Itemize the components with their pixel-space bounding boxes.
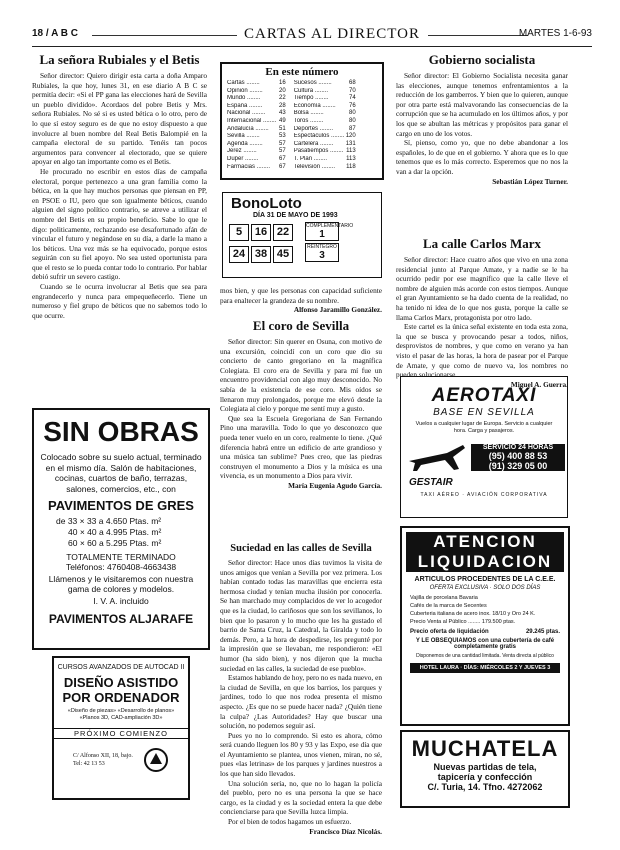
paragraph: Señor director: El Gobierno Socialista necesita ganar las elecciones, aunque tenemos enfrentamientos a la reducción de los gamberros. Y bien que lo quieren, aunque por otra parte está malvavorando las consecuencias de la corrupción que se ha acumulado en los últimos años, y por los que se abultan las métricas y propósitos para ganar el cargo en uno de los votos. — [396, 71, 568, 138]
index-columns — [222, 80, 382, 171]
index-page: 113 — [346, 148, 356, 155]
letter-body — [32, 71, 207, 320]
index-row — [293, 95, 357, 103]
index-page: 51 — [279, 125, 286, 132]
index-row — [226, 156, 287, 164]
reintegro-value: 3 — [319, 250, 325, 261]
index-section: Agenda ........ — [227, 140, 263, 147]
index-row — [293, 118, 357, 126]
header-rule-left — [92, 35, 237, 36]
issue-date: MARTES 1-6-93 — [518, 28, 592, 39]
index-page: 67 — [279, 155, 286, 162]
index-section: Cultura ........ — [293, 87, 329, 94]
letter-coro — [220, 318, 382, 491]
ad-autocad-address: C/ Alfonso XII, 18, bajo. Tel: 42 13 53 — [73, 753, 133, 767]
letter-body — [220, 558, 382, 836]
index-left-table — [226, 80, 287, 171]
index-page: 28 — [279, 102, 286, 109]
signature: Francisco Díaz Nicolás. — [309, 826, 382, 836]
bonoloto-date: DÍA 31 DE MAYO DE 1993 — [253, 212, 338, 219]
price-line: 40 × 40 a 4.995 Ptas. m² — [68, 527, 162, 537]
index-row — [293, 164, 357, 172]
bonoloto-number: 45 — [273, 246, 293, 263]
ad-price-list — [56, 516, 208, 549]
index-page: 87 — [349, 125, 356, 132]
index-section: España ........ — [227, 102, 263, 109]
index-section: Tiempo ........ — [293, 95, 329, 102]
letter-title: El coro de Sevilla — [252, 318, 350, 333]
bonoloto-number: 16 — [251, 224, 271, 241]
index-page: 80 — [349, 110, 356, 117]
ad-liquidacion — [400, 526, 570, 726]
bonoloto-extra — [305, 222, 354, 263]
index-section: Espectáculos ........ — [293, 133, 345, 140]
index-row — [226, 103, 287, 111]
autocad-logo-icon — [143, 747, 169, 773]
banner-line-1: ATENCION — [433, 532, 537, 551]
ad-title: SIN OBRAS — [43, 416, 199, 447]
index-title: En este número — [265, 66, 339, 78]
ad-place: HOTEL LAURA · DÍAS: MIÉRCOLES 2 Y JUEVES 3 — [410, 663, 560, 673]
index-row — [293, 80, 357, 88]
paragraph: Por el bien de todos hagamos un esfuerzo. — [228, 817, 352, 827]
letter-title: La señora Rubiales y el Betis — [39, 52, 200, 67]
index-page: 53 — [279, 133, 286, 140]
index-row — [226, 126, 287, 134]
ad-brand: PAVIMENTOS ALJARAFE — [48, 612, 194, 626]
paragraph: Señor director: Quiero dirigir esta carta a doña Amparo Rubiales, la que hoy, lunes 31, en ese diario A B C se permitía decir: «Si el PP gana las elecciones hará de Sevilla un pueblo dividido». Acordaos del pobre Betis y Mrs. señora Rubiales. No sé si es usted bética o lo otro, pero de lo que sí estoy seguro es de que no estoy dispuesto a que involucre al buen nombre del Real Betis Balompié en la campaña electoral de su partido. Tenéis tan pocos argumentos para convencer al electorado, que se quiere apoyar en algo tan importante como es el Betis. — [32, 71, 207, 167]
signature: Sebastián López Turner. — [492, 176, 568, 186]
ad-muchatela-line1: Nuevas partidas de tela, — [433, 762, 537, 772]
index-page: 68 — [349, 80, 356, 86]
index-row — [293, 148, 357, 156]
signature: Miguel A. Guerra. — [510, 379, 568, 389]
bonoloto-number: 38 — [251, 246, 271, 263]
reintegro-label: REINTEGRO — [307, 244, 337, 250]
ad-gift: Y LE OBSEQUIAMOS con una cubertería de café completamente gratis — [415, 638, 555, 650]
paragraph: He procurado no escribir en estos días de campaña electoral, porque pertenezco a una gran familia como la bética, en la que hay muchos personas que piensan en PP, en PSOE o IU, pero que son igualmente béticos, cuando alguien del signo político contrario, se atreve a utilizar el nombre del Betis en su propio beneficio. Sabe lo que le digo: politicamente, rechazando ese desafortunado afán de vincular el futuro y negándose en su día, a darle la mano a los béticos. Una vez más se ha equivocado, porque estos seguirán con su fiel apoyo. No sea usted oportunista para que el resto se lo pueda contar todo lo contrario. Por hablar debió sufrir un severo castigo. — [32, 166, 207, 282]
ad-phones: Teléfonos: 4760408-4663438 — [65, 562, 177, 572]
index-section: Sucesos ........ — [293, 80, 332, 86]
bonoloto-number: 24 — [229, 246, 249, 263]
ad-autocad-line1: DISEÑO ASISTIDO — [63, 675, 179, 690]
index-row — [293, 103, 357, 111]
paragraph: Sí, pienso, como yo, que no debe abandonar a los españoles, lo de que en el gobierno. Y ahora que es lo que tenemos que es lo más correcto. Esperemos que no nos la van a dar la opción. — [396, 138, 568, 176]
ad-iva: I. V. A. incluido — [93, 596, 149, 606]
section-title: CARTAS AL DIRECTOR — [244, 26, 420, 42]
ad-text: Colocado sobre su suelo actual, terminado en el mismo día. Salón de habitaciones, cocinas, cuartos de baño, terrazas, salones, comercios, etc., con — [40, 452, 202, 494]
complementario-label: COMPLEMENTARIO — [306, 223, 354, 229]
index-row — [226, 148, 287, 156]
ad-muchatela — [400, 730, 570, 808]
letter-suciedad — [220, 542, 382, 836]
index-section: Internacional ........ — [227, 117, 277, 124]
index-row — [293, 141, 357, 149]
index-page: 120 — [345, 133, 356, 140]
index-section: Cartas ........ — [227, 80, 260, 86]
index-section: Opinión ........ — [227, 87, 263, 94]
paragraph: Cuando se le ocurra involucrar al Betis que sea para engrandecerlo y nunca para empequeñecerlo. Tiene un numeroso y fiel grupo de béticos que no sabemos todo lo que ocurre. — [32, 282, 207, 320]
bonoloto-numbers — [229, 222, 381, 263]
ad-aerotaxi-subtitle: BASE EN SEVILLA — [433, 407, 535, 418]
letter-title: Gobierno socialista — [428, 52, 536, 67]
ad-stock: Disponemos de una cantidad limitada. Venta directa al público — [416, 653, 554, 659]
index-row — [226, 118, 287, 126]
ad-headline: ARTICULOS PROCEDENTES DE LA C.E.E. — [414, 576, 556, 583]
index-section: Farmacias ........ — [227, 163, 271, 170]
banner-line-2: LIQUIDACION — [417, 552, 553, 571]
index-page: 22 — [279, 95, 286, 102]
index-section: Duper ........ — [227, 155, 259, 162]
phone-2: (91) 329 05 00 — [488, 460, 548, 471]
ad-muchatela-title: MUCHATELA — [411, 736, 559, 761]
index-page: 67 — [279, 163, 286, 170]
index-right-table — [293, 80, 357, 171]
paragraph: Señor director: Hace unos días tuvimos la visita de unos amigos que venían a Sevilla por vez primera. Los habían contado todas las maravillas que encierra esta hermosa ciudad y tenían mucha ilusión por conocerla. Se han marchado muy complacidos de ver lo acogedor que es la ciudad, lo cariñosos que son los sevillanos, lo bien que lo pasaron y lo mucho que les ha gustado el barrio de Santa Cruz, la Catedral, la Giralda y todo lo demás. Pero, a la hora de despedirse, les pregunté por la impresión que se llevaban, me respondieron: «El humor (ha sido bien), y nos dijeron que la mucha suciedad en las calles, la suciedad de ese pueblo». — [220, 558, 382, 673]
index-section: Toros ........ — [293, 117, 324, 124]
index-page: 16 — [279, 80, 286, 86]
ad-aerotaxi-service — [471, 444, 565, 471]
index-section: Nacional ........ — [227, 110, 266, 117]
ad-autocad-footer — [54, 747, 188, 773]
signature: Alfonso Jaramillo González. — [293, 305, 382, 315]
index-page: 113 — [346, 155, 356, 162]
index-row — [293, 156, 357, 164]
index-box — [220, 62, 384, 180]
ad-note: Llámenos y le visitaremos con nuestra gama de colores y modelos. — [48, 574, 194, 594]
index-row — [293, 110, 357, 118]
index-row — [226, 95, 287, 103]
index-row — [293, 133, 357, 141]
index-page: 43 — [279, 110, 286, 117]
index-row — [226, 110, 287, 118]
index-page: 74 — [349, 95, 356, 102]
index-section: Mundo ........ — [227, 95, 261, 102]
ad-autocad-next: PRÓXIMO COMIENZO — [54, 728, 188, 739]
paragraph: Señor director: Sin querer en Osuna, con motivo de una excursión, coincidí con un coro que dio su concierto de canto gregoriano en la magnífica Colegiata. El coro era de Sevilla y para mí fue un encuentro providencial con algo muy desconocido. No sabía de la existencia de ese coro. Mis oídos se llenaron muy prolongados, porque me elevó desde la Colegiata al cielo y porque me sentí muy a gusto. — [220, 337, 382, 414]
ad-price-row — [410, 629, 560, 635]
paragraph: Este cartel es la única señal existente en toda esta zona, la que se busca y provocando pesar a todos, niños, desprovistos de nombres, y que como en verano ya han visto el pasar de las horas, la hora de pasear por el Parque de Amate, y que como de nuevo va, los nombres no pueden solucionarse. — [396, 322, 568, 380]
page-number: 18 / A B C — [32, 28, 78, 39]
airplane-icon — [407, 439, 467, 475]
price-line: de 33 × 33 a 4.650 Ptas. m² — [56, 516, 162, 526]
list-item: Cafés de la marca de Secentes — [410, 603, 487, 609]
letter-body — [396, 255, 568, 389]
letter-title: Suciedad en las calles de Sevilla — [230, 543, 372, 554]
ad-autocad-top: CURSOS AVANZADOS DE AUTOCAD II — [57, 664, 185, 671]
bonoloto-box — [222, 192, 382, 278]
index-page: 80 — [349, 117, 356, 124]
ad-autocad-small: «Diseño de piezas» «Desarrollo de planos» «Planos 3D, CAD-ampliación 3D» — [67, 708, 175, 721]
letter-body — [396, 71, 568, 186]
service-label: SERVICIO 24 HORAS — [482, 443, 554, 451]
index-page: 76 — [349, 102, 356, 109]
ad-liquidacion-banner — [406, 532, 564, 572]
index-section: Cartelera ........ — [293, 140, 334, 147]
list-item: Cuberteria italiana de acero inox. 18/10 y Oro 24 K. — [410, 611, 536, 617]
list-item: Precio Venta al Público ........ 179.500 ptas. — [410, 619, 516, 625]
ad-subtitle: PAVIMENTOS DE GRES — [48, 498, 194, 513]
letter-rubiales — [32, 52, 207, 320]
ad-sin-obras — [32, 408, 210, 650]
price-value: 29.245 ptas. — [525, 629, 560, 635]
index-section: T. Plan ........ — [293, 155, 328, 162]
letter-carlos-marx — [396, 236, 568, 389]
reintegro-box — [305, 243, 339, 262]
bonoloto-number: 22 — [273, 224, 293, 241]
index-row — [226, 141, 287, 149]
paragraph: Que sea la Escuela Gregoriana de San Fernando Pino una maravilla. Todo lo que yo desconozco que pueda tener vuelo en un coro, realmente lo tiene. ¿Qué diferencia habrá entre un edificio de arte grandioso y una música tan sublime? Pues creo, que las piedras construyen el monumento a Dios y la música es una vivencia, es un monumento a Dios para vivir. — [220, 413, 382, 481]
paragraph: mos bien, y que les personas con capacidad suficiente para enaltecer la grandeza de su nombre. — [220, 286, 382, 305]
letter-gobierno — [396, 52, 568, 186]
complementario-box — [305, 222, 354, 241]
header-rule-right — [428, 35, 528, 36]
letter-body — [220, 337, 382, 491]
ad-autocad — [52, 656, 190, 800]
ad-muchatela-address: C/. Turia, 14. Tfno. 4272062 — [427, 782, 543, 792]
letter-title: La calle Carlos Marx — [422, 236, 542, 251]
paragraph: Estamos hablando de hoy, pero no es nada nuevo, en la ciudad de Sevilla, en que los barrios, los parques y jardines, todo lo que nos rodea presenta el mismo aspecto. ¿Es que no se puede hacer nada? ¿Quién tiene la culpa? ¿Las Autoridades? Hay que buscar una solución, no podemos seguir así. — [220, 673, 382, 731]
index-page: 20 — [279, 87, 286, 94]
index-page: 70 — [349, 87, 356, 94]
letter-continuation — [220, 286, 382, 315]
price-line: 60 × 60 a 5.295 Ptas. m² — [68, 538, 162, 548]
index-section: Deportes ........ — [293, 125, 334, 132]
index-row — [226, 133, 287, 141]
index-row — [226, 164, 287, 172]
ad-muchatela-line2: tapicería y confección — [437, 772, 533, 782]
index-page: 118 — [346, 163, 356, 170]
index-page: 131 — [345, 140, 356, 147]
index-section: Televisión ........ — [293, 163, 336, 170]
paragraph: Señor director: Hace cuatro años que vivo en una zona residencial junto al Parque Amate, y a nadie se le ha ocurrido pedir por ese magnífico que la calle lleve el nombre de alguien más acorde con estos tiempos. Aunque el gran Ayuntamiento se ha dado cuenta de la realidad, no ha tenido ni idea de lo que nos gusta, porque la calle se llama Carlos Marx, protagonista por otro lado. — [396, 255, 568, 322]
index-row — [293, 126, 357, 134]
index-page: 57 — [279, 140, 286, 147]
ad-aerotaxi-text: Vuelos a cualquier lugar de Europa. Servicio a cualquier hora. Carga y pasajeros. — [415, 421, 553, 434]
index-section: Sevilla ........ — [227, 133, 260, 140]
paragraph: Pues yo no lo comprendo. Si esto es ahora, cómo será cuando lleguen los 80 y 93 y las Expo, ese día que el Ayuntamiento se plantea, unos vienen, miran, no sé, pues «las letrinas» de los parques y jardines nuestros a los que han sido llevados. — [220, 730, 382, 779]
signature: María Eugenia Agudo García. — [288, 480, 382, 490]
ad-offer: OFERTA EXCLUSIVA · SOLO DOS DÍAS — [429, 585, 541, 591]
index-row — [226, 80, 287, 88]
ad-total: TOTALMENTE TERMINADO — [66, 552, 176, 562]
bonoloto-logo: BonoLoto — [231, 195, 302, 212]
index-page: 57 — [279, 148, 286, 155]
bonoloto-number: 5 — [229, 224, 249, 241]
page-header — [32, 26, 592, 47]
index-section: Bolsa ........ — [293, 110, 324, 117]
ad-aerotaxi-middle — [401, 439, 567, 475]
ad-aerotaxi-title: AEROTAXI — [431, 385, 537, 406]
index-section: Andalucía ........ — [227, 125, 269, 132]
index-row — [226, 88, 287, 96]
index-section: Economía ........ — [293, 102, 336, 109]
ad-items — [410, 594, 560, 626]
ad-aerotaxi-bottom: TAXI AÉREO · AVIACIÓN CORPORATIVA — [420, 492, 548, 498]
price-label: Precio oferta de liquidación — [410, 629, 489, 635]
phone-1: (95) 400 88 53 — [488, 450, 548, 461]
index-section: Jerez ........ — [227, 148, 257, 155]
index-page: 49 — [279, 117, 286, 124]
gestair-logo: GESTAIR — [409, 477, 453, 488]
ad-aerotaxi — [400, 376, 568, 518]
index-section: Pasatiempos ........ — [293, 148, 344, 155]
ad-autocad-line2: POR ORDENADOR — [62, 690, 180, 705]
complementario-value: 1 — [319, 229, 325, 240]
list-item: Vajilla de porcelana Bavaria — [410, 595, 478, 601]
paragraph: Una solución sería, no, que no lo hagan la policía del pueblo, pero no es una persona la que se hace cargo, es la ciudad y es la sociedad entera la que debe concienciarse para que Sevilla luzca limpia. — [220, 778, 382, 817]
index-row — [293, 88, 357, 96]
